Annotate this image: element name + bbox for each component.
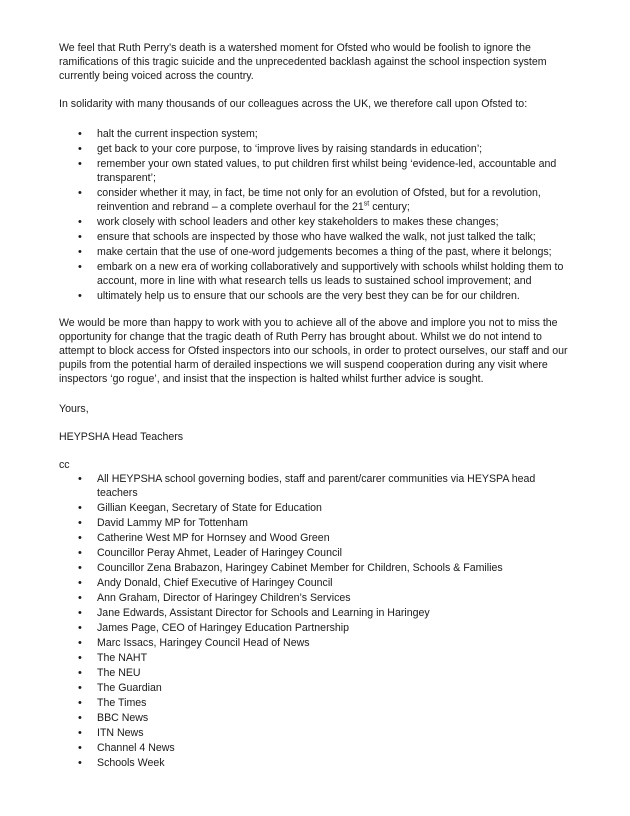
list-item: • Schools Week (78, 757, 165, 769)
list-item: • ultimately help us to ensure that our schools are the very best they can be for our children. (78, 290, 520, 302)
cc-label: cc (59, 459, 70, 471)
bullet-icon: • (78, 742, 82, 754)
bullet-icon: • (78, 577, 82, 589)
bullet-icon: • (78, 667, 82, 679)
bullet-icon: • (78, 246, 82, 258)
bullet-icon: • (78, 290, 82, 302)
list-item: • BBC News (78, 712, 149, 724)
bullet-icon: • (78, 143, 82, 155)
bullet-icon: • (78, 216, 82, 228)
bullet-icon: • (78, 607, 82, 619)
list-item: • remember your own stated values, to put children first whilst being ‘evidence-led, accountable and transparent’; (78, 158, 557, 184)
demands-list (78, 127, 573, 304)
bullet-icon: • (78, 712, 82, 724)
intro-paragraph: We feel that Ruth Perry’s death is a watershed moment for Ofsted who would be foolish to ignore the ramifications of this tragic suicide and the unprecedented backlash against the school inspection system currently being voiced across the country. (59, 42, 547, 82)
bullet-icon: • (78, 682, 82, 694)
bullet-icon: • (78, 562, 82, 574)
list-item: • Councillor Zena Brabazon, Haringey Cabinet Member for Children, Schools & Families (78, 562, 503, 574)
bullet-icon: • (78, 231, 82, 243)
cc-list (78, 472, 573, 771)
list-item: • halt the current inspection system; (78, 128, 258, 140)
list-item: • Gillian Keegan, Secretary of State for Education (78, 502, 322, 514)
bullet-icon: • (78, 622, 82, 634)
list-item: • Andy Donald, Chief Executive of Haringey Council (78, 577, 333, 589)
bullet-icon: • (78, 261, 82, 273)
list-item: • Ann Graham, Director of Haringey Children’s Services (78, 592, 351, 604)
list-item: • All HEYPSHA school governing bodies, staff and parent/carer communities via HEYSPA head teachers (78, 473, 536, 499)
bullet-icon: • (78, 517, 82, 529)
list-item: • ensure that schools are inspected by those who have walked the walk, not just talked the talk; (78, 231, 536, 243)
bullet-icon: • (78, 592, 82, 604)
list-item: • The NAHT (78, 652, 148, 664)
bullet-icon: • (78, 128, 82, 140)
bullet-icon: • (78, 532, 82, 544)
list-item: • ITN News (78, 727, 144, 739)
list-item: • David Lammy MP for Tottenham (78, 517, 248, 529)
list-item: • work closely with school leaders and other key stakeholders to makes these changes; (78, 216, 499, 228)
bullet-icon: • (78, 697, 82, 709)
list-item: • James Page, CEO of Haringey Education Partnership (78, 622, 350, 634)
list-item: • make certain that the use of one-word judgements becomes a thing of the past, where it belongs; (78, 246, 552, 258)
list-item: • The Times (78, 697, 147, 709)
list-item: • embark on a new era of working collaboratively and supportively with schools whilst holding them to account, more in line with what research tells us leads to sustained school improvement; and (78, 261, 564, 287)
closing-paragraph: We would be more than happy to work with you to achieve all of the above and implore you not to miss the opportunity for change that the tragic death of Ruth Perry has brought about. Whilst we do not intend to attempt to block access for Ofsted inspectors into our schools, in order to protect ourselves, our staff and our pupils from the potential harm of derailed inspections we will suspend cooperation during any visit where inspectors ‘go rogue’, and insist that the inspection is halted whilst further advice is sought. (59, 317, 568, 385)
call-paragraph: In solidarity with many thousands of our colleagues across the UK, we therefore call upon Ofsted to: (59, 98, 528, 110)
bullet-icon: • (78, 637, 82, 649)
bullet-icon: • (78, 158, 82, 170)
superscript: st (363, 200, 370, 208)
list-item: • get back to your core purpose, to ‘improve lives by raising standards in education’; (78, 143, 483, 155)
bullet-icon: • (78, 502, 82, 514)
bullet-icon: • (78, 727, 82, 739)
bullet-icon: • (78, 652, 82, 664)
bullet-icon: • (78, 757, 82, 769)
list-item: • consider whether it may, in fact, be time not only for an evolution of Ofsted, but for a revolution, reinvention and rebrand – a complete overhaul for the 21st century; (78, 187, 541, 213)
list-item: • Jane Edwards, Assistant Director for Schools and Learning in Haringey (78, 607, 430, 619)
list-item: • Channel 4 News (78, 742, 175, 754)
signatory: HEYPSHA Head Teachers (59, 431, 184, 443)
bullet-icon: • (78, 473, 82, 485)
bullet-icon: • (78, 547, 82, 559)
sign-off: Yours, (59, 403, 89, 415)
list-item: • Marc Issacs, Haringey Council Head of News (78, 637, 310, 649)
list-item: • Catherine West MP for Hornsey and Wood Green (78, 532, 330, 544)
list-item: • The Guardian (78, 682, 162, 694)
list-item: • The NEU (78, 667, 141, 679)
list-item: • Councillor Peray Ahmet, Leader of Haringey Council (78, 547, 342, 559)
bullet-icon: • (78, 187, 82, 199)
